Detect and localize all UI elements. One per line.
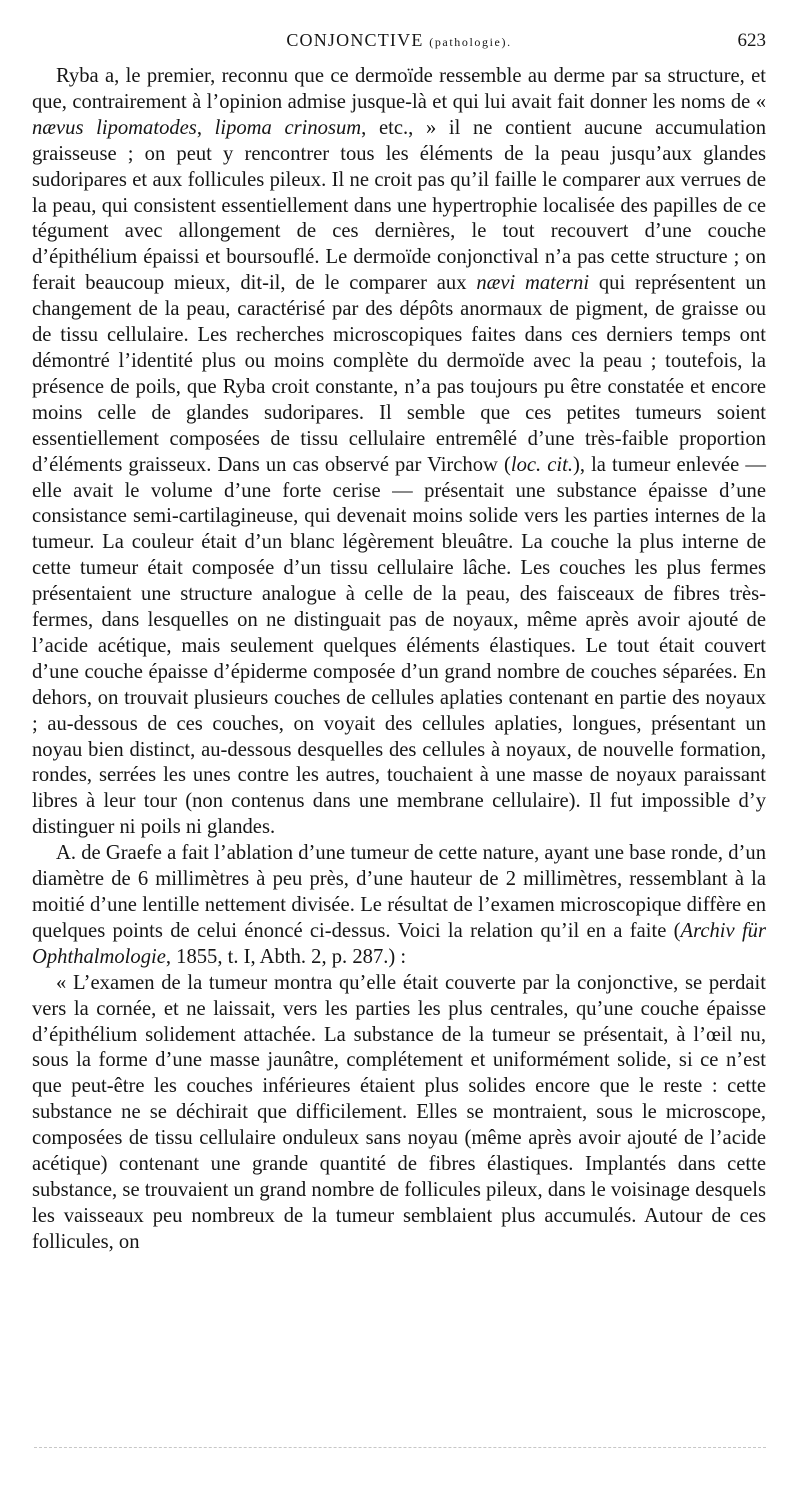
text-run: , etc., » il ne contient aucune accumulation graisseuse ; on peut y rencontrer tous les éléments de la peau jusqu’aux glandes sudoripares et aux follicules pileux. Il ne croit pas qu’il faille le comparer aux verrues de la peau, qui consistent essentiellement dans une hypertrophie localisée des papilles de ce tégument avec allongement de ces dernières, le tout recouvert d’une couche d’épithélium épaissi et boursouflé. Le dermoïde conjonctival n’a pas cette structure ; on ferait beaucoup mieux, dit-il, de le comparer aux	[32, 116, 767, 295]
paragraph-graefe	[32, 841, 766, 971]
running-title	[32, 30, 766, 51]
text-run: ), la tumeur enlevée — elle avait le volume d’une forte cerise — présentait une substance épaisse d’une consistance semi-cartilagineuse, qui devenait moins solide vers les parties internes de la tumeur. La couleur était d’un blanc légèrement bleuâtre. La couche la plus interne de cette tumeur était composée d’un tissu cellulaire lâche. Les couches les plus fermes présentaient une structure analogue à celle de la peau, des faisceaux de fibres très-fermes, dans lesquelles on ne distinguait pas de noyaux, même après avoir ajouté de l’acide acétique, mais seulement quelques éléments élastiques. Le tout était couvert d’une couche épaisse d’épiderme composée d’un grand nombre de couches séparées. En dehors, on trouvait plusieurs couches de cellules aplaties contenant en partie des noyaux ; au-dessous de ces couches, on voyait des cellules aplaties, longues, présentant un noyau bien distinct, au-dessous desquelles des cellules à noyaux, de nouvelle formation, rondes, serrées les unes contre les autres, touchaient à une masse de noyaux paraissant libres à leur tour (non contenus dans une membrane cellulaire). Il fut impossible d’y distinguer ni poils ni glandes.	[32, 453, 767, 839]
text-run: A. de Graefe a fait l’ablation d’une tumeur de cette nature, ayant une base ronde, d’un diamètre de 6 millimètres à peu près, d’une hauteur de 2 millimètres, ressemblant à la moitié d’une lentille nettement divisée. Le résultat de l’examen microscopique diffère en quelques points de celui énoncé ci-dessus. Voici la relation qu’il en a faite (	[32, 842, 766, 942]
paragraph-quotation	[32, 971, 766, 1256]
italic-run: lipoma crinosum	[214, 116, 362, 139]
text-run: Ryba a, le premier, reconnu que ce dermoïde ressemble au derme par sa structure, et que, contrairement à l’opinion admise jusque-là et qui lui avait fait donner les noms de «	[32, 65, 766, 113]
chapter-title: CONJONCTIVE	[286, 30, 424, 50]
paragraph-ryba	[32, 64, 766, 841]
running-head	[32, 30, 766, 56]
page-number: 623	[737, 30, 766, 51]
italic-run: nævi materni	[476, 272, 590, 295]
chapter-subtitle: (pathologie).	[429, 35, 512, 49]
body-text	[32, 64, 766, 1256]
italic-run: nævus lipomatodes	[32, 116, 197, 139]
text-run: « L’examen de la tumeur montra qu’elle était couverte par la conjonctive, se perdait vers la cornée, et ne laissait, vers les parties les plus centrales, qu’une couche épaisse d’épithélium solidement attachée. La substance de la tumeur se présentait, à l’œil nu, sous la forme d’une masse jaunâtre, complétement et uniformément solide, si ce n’est que peut-être les couches inférieures étaient plus solides encore que le reste : cette substance ne se déchirait que difficilement. Elles se montraient, sous le microscope, composées de tissu cellulaire onduleux sans noyau (même après avoir ajouté de l’acide acétique) contenant une grande quantité de fibres élastiques. Implantés dans cette substance, se trouvaient un grand nombre de follicules pileux, dans le voisinage desquels les vaisseaux peu nombreux de la tumeur semblaient plus accumulés. Autour de ces follicules, on	[32, 971, 766, 1253]
text-run: ,	[196, 116, 215, 139]
bottom-rule	[34, 1447, 766, 1448]
text-run: qui représentent un changement de la peau, caractérisé par des dépôts anormaux de pigment, de graisse ou de tissu cellulaire. Les recherches microscopiques faites dans ces derniers temps ont démontré l’identité plus ou moins complète du dermoïde avec la peau ; toutefois, la présence de poils, que Ryba croit constante, n’a pas toujours pu être constatée et encore moins celle de glandes sudoripares. Il semble que ces petites tumeurs soient essentiellement composées de tissu cellulaire entremêlé d’une très-faible proportion d’éléments graisseux. Dans un cas observé par Virchow (	[32, 272, 766, 476]
text-run: , 1855, t. I, Abth. 2, p. 287.) :	[165, 945, 407, 968]
italic-run: Archiv für Ophthalmologie	[32, 919, 766, 968]
italic-run: loc. cit.	[510, 453, 573, 476]
